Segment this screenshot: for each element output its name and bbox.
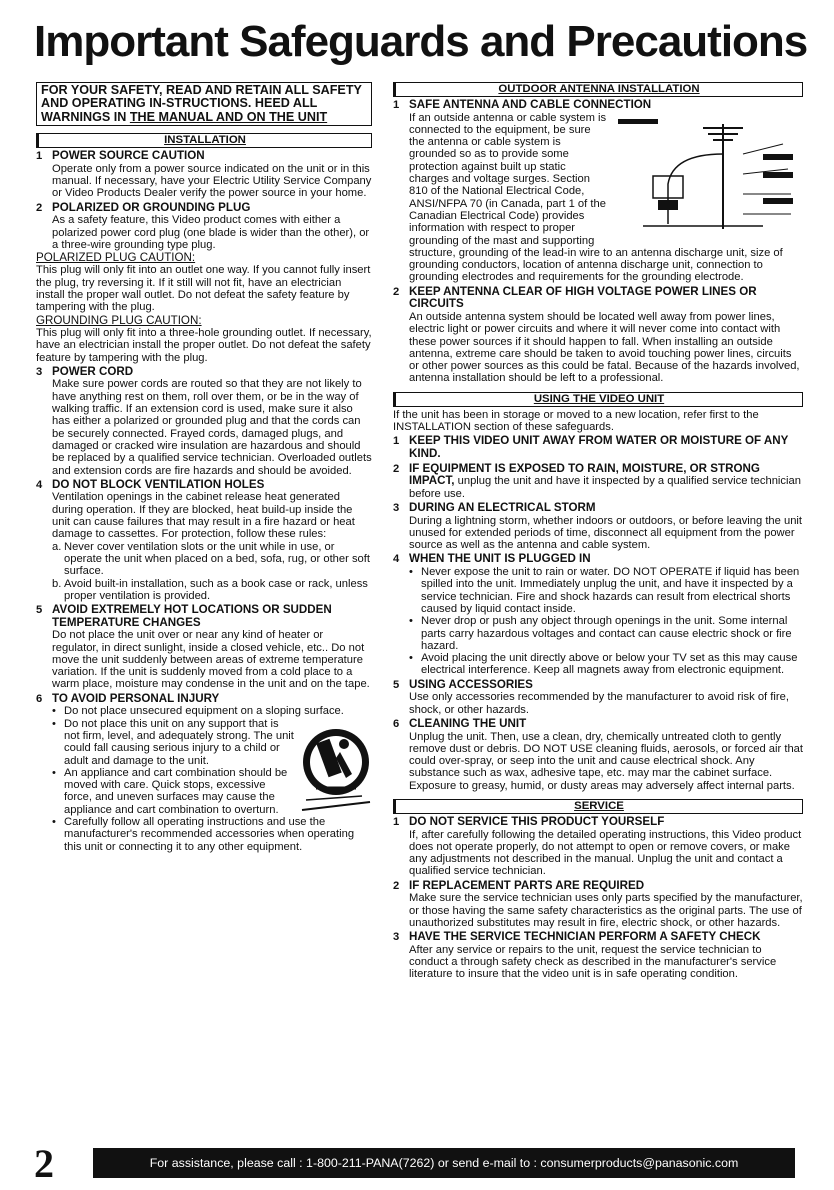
retain-notice-line: FOR YOUR SAFETY, READ AND RETAIN ALL SAFETY AND OPERATING IN-STRUCTIONS. HEED ALL WARNINGS IN: [41, 83, 362, 124]
assistance-banner: For assistance, please call : 1-800-211-PANA(7262) or send e-mail to : consumerproducts@panasonic.com: [93, 1148, 795, 1178]
vent-rule: a. Never cover ventilation slots or the unit while in use, or operate the unit when placed on a bed, sofa, rug, or other soft surface.: [52, 540, 370, 578]
page-number: 2: [34, 1141, 54, 1186]
list-item: 4 DO NOT BLOCK VENTILATION HOLES Ventilation openings in the cabinet release heat generated during operation. If they are blocked, heat build-up inside the unit can cause failures that may result in a fire hazard or heat damage to cassettes. For protection, follow these rules: a. Never cover ventilation slots or the unit while in use, or operate the unit when placed on a bed, sofa, rug, or other soft surface. b. Avoid built-in installation, such as a book case or rack, unless proper ventilation is provided.: [36, 477, 370, 602]
list-item: 1 KEEP THIS VIDEO UNIT AWAY FROM WATER OR MOISTURE OF ANY KIND.: [393, 434, 789, 460]
list-item: 6 TO AVOID PERSONAL INJURY • Do not place unsecured equipment on a sloping surface. • Do not place this unit on any support that is not firm, level, and adequately strong. The unit could fall causing serious injury to a child or adult and damage to the unit. • An appliance and cart combination should be moved with care. Quick stops, excessive force, and uneven surfaces may cause the appliance and cart combination to overturn. • Carefully follow all operating instructions and use the manufacturer's recommended accessories when operating this unit or connecting it to any other equipment.: [36, 693, 372, 853]
antenna-grounding-diagram-icon: [613, 114, 803, 234]
outdoor-heading: OUTDOOR ANTENNA INSTALLATION: [393, 82, 803, 97]
list-item: 2 POLARIZED OR GROUNDING PLUG As a safety feature, this Video product comes with either a polarized power cord plug (one blade is wider than the other), or a three-wire grounding type plug.: [36, 200, 370, 251]
using-heading: USING THE VIDEO UNIT: [393, 392, 803, 407]
list-item: 2 IF REPLACEMENT PARTS ARE REQUIRED Make sure the service technician uses only parts specified by the manufacturer, or those having the same safety characteristics as the original parts. The use of unauthorized substitutes may result in fire, electric shock, or other hazards.: [393, 878, 803, 929]
installation-heading: INSTALLATION: [36, 133, 372, 148]
list-item: 1 POWER SOURCE CAUTION Operate only from a power source indicated on the unit or in this manual. If necessary, have your Electric Utility Service Company or Video Products Dealer verify the power source in your home.: [36, 149, 372, 200]
list-item: 4 WHEN THE UNIT IS PLUGGED IN • Never expose the unit to rain or water. DO NOT OPERATE if liquid has been spilled into the unit. Immediately unplug the unit, and have it inspected by a service technician. Fire and shock hazards can result from electrical shorts caused by liquid contact inside. • Never drop or push any object through openings in the unit. Some internal parts carry hazardous voltages and contact can cause electric shock or fire hazard. • Avoid placing the unit directly above or below your TV set as this may cause electrical interference. Keep all magnets away from electronic equipment.: [393, 553, 803, 676]
list-item: 3 POWER CORD Make sure power cords are routed so that they are not likely to have anything rest on them, roll over them, or be in the way of walking traffic. If an extension cord is used, make sure it also has either a polarized or grounded plug and that the cords can be securely connected. Frayed cords, damaged plugs, and damaged or cracked wire insulation are hazardous and should be replaced by a qualified service technician. Overloaded outlets and extension cords are fire hazards and should be avoided.: [36, 364, 372, 477]
list-item: 5 AVOID EXTREMELY HOT LOCATIONS OR SUDDEN TEMPERATURE CHANGES Do not place the unit over or near any kind of heater or regulator, in direct sunlight, inside a closed vehicle, etc.. Do not move the unit suddenly between areas of extreme temperature variation. If the unit is suddenly moved from a cold place to a warm place, moisture may condense in the unit and on the tape.: [36, 603, 370, 691]
plugged-bullet: • Avoid placing the unit directly above or below your TV set as this may cause electrical interference. Keep all magnets away from electronic equipment.: [409, 652, 798, 677]
right-column: [393, 82, 803, 981]
plugged-bullet: • Never drop or push any object through openings in the unit. Some internal parts carry hazardous voltages and contact can cause electric shock or fire hazard.: [409, 615, 792, 652]
retain-notice: [36, 82, 372, 126]
polarized-caution-title: POLARIZED PLUG CAUTION:: [36, 251, 196, 265]
plugged-bullet: • Never expose the unit to rain or water. DO NOT OPERATE if liquid has been spilled into the unit. Immediately unplug the unit, and have it inspected by a service technician. Fire and shock hazards can result from electrical shorts caused by liquid contact inside.: [409, 566, 800, 615]
injury-bullet: • An appliance and cart combination should be moved with care. Quick stops, excessive force, and uneven surfaces may cause the appliance and cart combination to overturn.: [52, 766, 288, 816]
list-item: 2 KEEP ANTENNA CLEAR OF HIGH VOLTAGE POWER LINES OR CIRCUITS An outside antenna system should be located well away from power lines, electric light or power circuits and where it will never come into contact with these power sources if it should happen to fall. When installing an outside antenna, extreme care should be taken to avoid touching power lines, circuits or other power sources as this could be fatal. Because of the hazards involved, antenna installation should be left to a professional.: [393, 284, 800, 385]
service-heading: SERVICE: [393, 799, 803, 814]
grounding-caution-text: This plug will only fit into a three-hole grounding outlet. If necessary, have an electrician install the proper outlet. Do not defeat the safety feature by tampering with the plug.: [36, 326, 372, 364]
list-item: 5 USING ACCESSORIES Use only accessories recommended by the manufacturer to avoid risk of fire, shock, or other hazards.: [393, 677, 789, 716]
list-item: 1 SAFE ANTENNA AND CABLE CONNECTION If an outside antenna or cable system is connected to the equipment, be sure the antenna or cable system is grounded so as to provide some protection against built up static charges and voltage surges. Section 810 of the National Electrical Code, ANSI/NFPA 70 (in Canada, part 1 of the Canadian Electrical Code) provides information with respect to proper grounding of the mast and supporting structure, grounding of the lead-in wire to an antenna discharge unit, size of grounding conductors, location of antenna discharge unit, connection to grounding electrodes and requirements for the grounding electrode.: [393, 99, 803, 284]
list-item: 6 CLEANING THE UNIT Unplug the unit. Then, use a clean, dry, chemically untreated cloth to gently remove dust or debris. DO NOT USE cleaning fluids, aerosols, or forced air that could over-spray, or seep into the unit and cause electrical shock. Any substance such as wax, adhesive tape, etc. may mar the cabinet surface. Exposure to greasy, humid, or dusty areas may adversely affect internal parts.: [393, 716, 804, 792]
page-title: Important Safeguards and Precautions: [34, 17, 808, 66]
left-column: [36, 82, 372, 853]
retain-notice-underlined: THE MANUAL AND ON THE UNIT: [129, 109, 328, 124]
list-item: 3 HAVE THE SERVICE TECHNICIAN PERFORM A SAFETY CHECK After any service or repairs to the unit, request the service technician to conduct a through safety check as described in the manufacturer's service literature to insure that the video unit is in safe operating condition.: [393, 930, 777, 981]
cart-warning-icon: [300, 722, 372, 814]
injury-bullet: • Carefully follow all operating instructions and use the manufacturer's recommended accessories when operating this unit or connecting it to any other equipment.: [52, 816, 355, 853]
injury-bullet: • Do not place unsecured equipment on a sloping surface.: [52, 705, 344, 718]
injury-bullet: • Do not place this unit on any support that is not firm, level, and adequately strong. The unit could fall causing serious injury to a child or adult and damage to the unit.: [52, 717, 294, 767]
list-item: 3 DURING AN ELECTRICAL STORM During a lightning storm, whether indoors or outdoors, or before leaving the unit unused for extended periods of time, disconnect all equipment from the power source as well as the antenna and cable system.: [393, 500, 803, 552]
grounding-caution-title: GROUNDING PLUG CAUTION:: [36, 313, 202, 327]
list-item: 1 DO NOT SERVICE THIS PRODUCT YOURSELF If, after carefully following the detailed operating instructions, this Video product does not operate properly, do not attempt to open or remove covers, or make any adjustments not described in the manual. Unplug the unit and contact a qualified service technician.: [393, 815, 802, 878]
list-item: 2 IF EQUIPMENT IS EXPOSED TO RAIN, MOISTURE, OR STRONG IMPACT, unplug the unit and have it inspected by a qualified service technician before use.: [393, 461, 801, 500]
using-intro: If the unit has been in storage or moved to a new location, refer first to the INSTALLATION section of these safeguards.: [393, 408, 759, 434]
polarized-caution-text: This plug will only fit into an outlet one way. If you cannot fully insert the plug, try reversing it. If it still will not fit, have an electrician install the proper wall outlet. Do not defeat the safety feature by tampering with the plug.: [36, 264, 371, 314]
vent-rule: b. Avoid built-in installation, such as a book case or rack, unless proper ventilation is provided.: [52, 577, 368, 602]
